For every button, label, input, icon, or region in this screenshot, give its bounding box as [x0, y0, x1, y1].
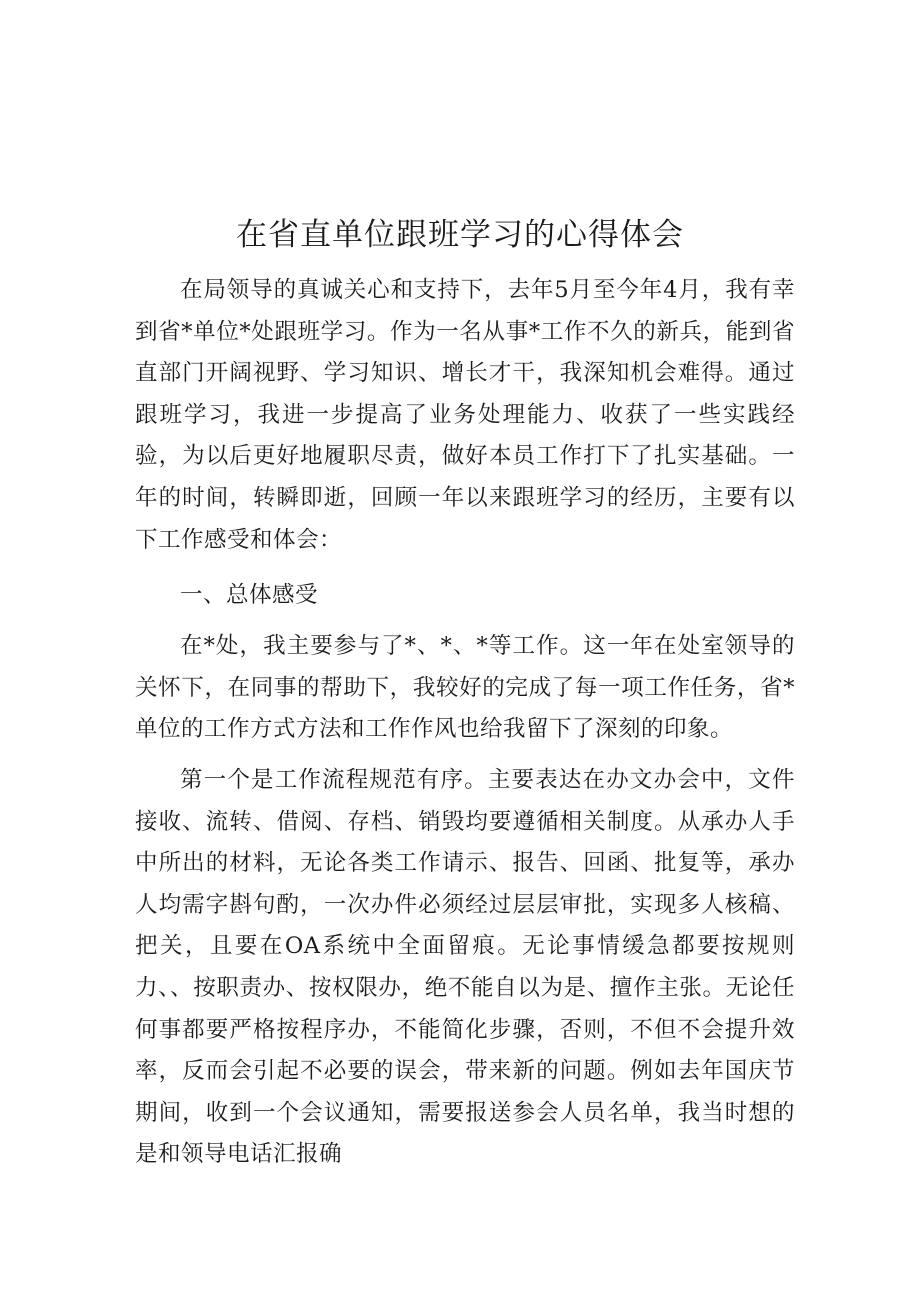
- overview-paragraph: 在*处，我主要参与了*、*、*等工作。这一年在处室领导的关怀下，在同事的帮助下，我较好的完成了每一项工作任务，省*单位的工作方式方法和工作作风也给我留下了深刻的印象。: [135, 633, 795, 743]
- section-heading: 一、总体感受: [180, 582, 319, 608]
- document-title: 在省直单位跟班学习的心得体会: [236, 217, 684, 253]
- workflow-paragraph: 第一个是工作流程规范有序。主要表达在办文办会中，文件接收、流转、借阅、存档、销毁均要遵循相关制度。从承办人手中所出的材料，无论各类工作请示、报告、回函、批复等，承办人均需字斟句酌，一次办件必须经过层层审批，实现多人核稿、把关，且要在OA系统中全面留痕。无论事情缓急都要按规则力、、按职责办、按权限办，绝不能自以为是、擅作主张。无论任何事都要严格按程序办，不能简化步骤，否则，不但不会提升效率，反而会引起不必要的误会，带来新的问题。例如去年国庆节期间，收到一个会议通知，需要报送参会人员名单，我当时想的是和领导电话汇报确: [135, 767, 795, 1168]
- intro-paragraph: 在局领导的真诚关心和支持下，去年5月至今年4月，我有幸到省*单位*处跟班学习。作为一名从事*工作不久的新兵，能到省直部门开阔视野、学习知识、增长才干，我深知机会难得。通过跟班学习，我进一步提高了业务处理能力、收获了一些实践经验，为以后更好地履职尽责，做好本员工作打下了扎实基础。一年的时间，转瞬即逝，回顾一年以来跟班学习的经历，主要有以下工作感受和体会：: [135, 277, 795, 553]
